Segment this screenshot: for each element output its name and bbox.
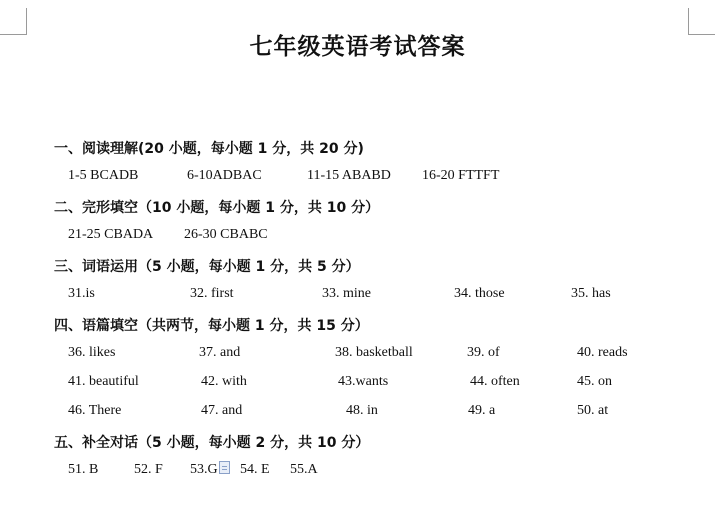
answer-item: 31.is xyxy=(68,286,95,301)
answer-item: 1-5 BCADB xyxy=(68,168,139,183)
answer-item: 6-10ADBAC xyxy=(187,168,262,183)
answer-item: 38. basketball xyxy=(335,345,413,360)
answer-item: 33. mine xyxy=(322,286,371,301)
section-heading-reading: 一、阅读理解(20 小题，每小题 1 分，共 20 分) xyxy=(54,141,364,157)
answer-item: 32. first xyxy=(190,286,234,301)
answer-item: 34. those xyxy=(454,286,505,301)
section-heading-passage-fill: 四、语篇填空（共两节，每小题 1 分，共 15 分） xyxy=(54,318,369,334)
section-heading-dialogue: 五、补全对话（5 小题，每小题 2 分，共 10 分） xyxy=(54,435,370,451)
answer-item: 55.A xyxy=(290,462,318,477)
answer-item: 46. There xyxy=(68,403,122,418)
answer-item: 49. a xyxy=(468,403,496,418)
answer-item: 35. has xyxy=(571,286,611,301)
answer-item: 54. E xyxy=(240,462,270,477)
answer-item: 53.G xyxy=(190,462,218,477)
answer-item: 44. often xyxy=(470,374,520,389)
answer-item: 42. with xyxy=(201,374,247,389)
answer-item: 52. F xyxy=(134,462,163,477)
answer-item: 45. on xyxy=(577,374,612,389)
answer-item: 43.wants xyxy=(338,374,389,389)
answer-item: 21-25 CBADA xyxy=(68,227,154,242)
answer-item: 47. and xyxy=(201,403,243,418)
answer-item: 51. B xyxy=(68,462,99,477)
answer-item: 41. beautiful xyxy=(68,374,139,389)
section-heading-word-use: 三、词语运用（5 小题，每小题 1 分，共 5 分） xyxy=(54,259,360,275)
document-title: 七年级英语考试答案 xyxy=(249,34,466,60)
section-heading-cloze: 二、完形填空（10 小题，每小题 1 分，共 10 分） xyxy=(54,200,380,216)
answer-item: 50. at xyxy=(577,403,609,418)
answer-item: 16-20 FTTFT xyxy=(422,168,500,183)
document-image-icon xyxy=(219,461,230,474)
answer-item: 39. of xyxy=(467,345,500,360)
answer-item: 48. in xyxy=(346,403,378,418)
answer-item: 36. likes xyxy=(68,345,116,360)
answer-item: 11-15 ABABD xyxy=(307,168,391,183)
answer-item: 37. and xyxy=(199,345,241,360)
answer-item: 40. reads xyxy=(577,345,628,360)
answer-item: 26-30 CBABC xyxy=(184,227,268,242)
